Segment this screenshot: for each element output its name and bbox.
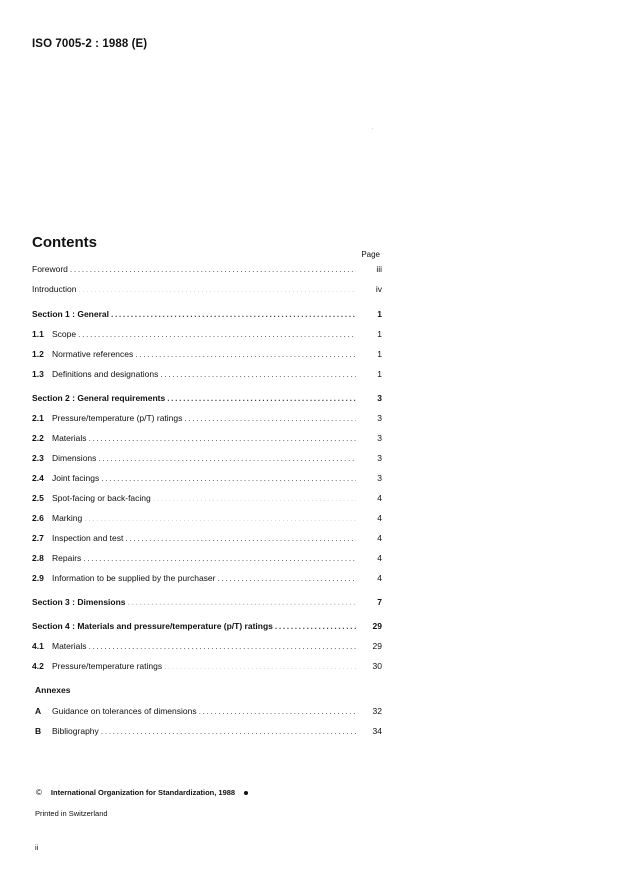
toc-entry-number: 2.2 (32, 433, 44, 443)
leader-dots (111, 308, 356, 320)
leader-dots (78, 283, 356, 295)
leader-dots (167, 392, 356, 404)
leader-dots (78, 328, 356, 340)
toc-entry-2-3[interactable] (32, 452, 382, 464)
toc-entry-foreword[interactable] (32, 263, 382, 275)
toc-entry-2-6[interactable] (32, 512, 382, 524)
toc-entry-title: Normative references (52, 349, 134, 359)
toc-entry-title: Pressure/temperature ratings (52, 661, 163, 671)
toc-entry-1-1[interactable] (32, 328, 382, 340)
toc-entry-2-7[interactable] (32, 532, 382, 544)
toc-annex-letter: B (35, 726, 42, 736)
toc-entry-2-4[interactable] (32, 472, 382, 484)
toc-entry-title: Materials (52, 433, 87, 443)
toc-entry-introduction[interactable] (32, 283, 382, 295)
toc-entry-page: iii (376, 264, 382, 274)
toc-section-4[interactable] (32, 620, 382, 632)
toc-annex-letter: A (35, 706, 42, 716)
toc-entry-number: 2.9 (32, 573, 44, 583)
toc-entry-page: 3 (377, 413, 382, 423)
toc-entry-title: Introduction (32, 284, 77, 294)
toc-entry-4-2[interactable] (32, 660, 382, 672)
leader-dots (128, 596, 356, 608)
toc-entry-number: 1.3 (32, 369, 44, 379)
toc-entry-number: 4.2 (32, 661, 44, 671)
toc-entry-page: 3 (377, 473, 382, 483)
leader-dots (101, 725, 356, 737)
toc-entry-title: Spot-facing or back-facing (52, 493, 151, 503)
toc-entry-2-1[interactable] (32, 412, 382, 424)
copyright-symbol: © (36, 788, 42, 797)
leader-dots (83, 552, 356, 564)
toc-entry-title: Materials (52, 641, 87, 651)
leader-dots (153, 492, 356, 504)
printed-location: Printed in Switzerland (35, 809, 108, 818)
leader-dots (125, 532, 356, 544)
toc-entry-page: 4 (377, 573, 382, 583)
leader-dots (101, 472, 356, 484)
leader-dots (135, 348, 356, 360)
leader-dots (98, 452, 356, 464)
toc-entry-number: 2.4 (32, 473, 44, 483)
document-identifier: ISO 7005-2 : 1988 (E) (32, 38, 148, 50)
toc-entry-page: 7 (377, 597, 382, 607)
toc-entry-title: Inspection and test (52, 533, 124, 543)
toc-section-3[interactable] (32, 596, 382, 608)
toc-entry-title: Scope (52, 329, 77, 339)
toc-entry-1-3[interactable] (32, 368, 382, 380)
bullet-icon (244, 791, 248, 795)
leader-dots (84, 512, 356, 524)
toc-entry-number: 1.2 (32, 349, 44, 359)
toc-entry-title: Section 4 : Materials and pressure/temperature (p/T) ratings (32, 621, 273, 631)
toc-entry-4-1[interactable] (32, 640, 382, 652)
toc-entry-page: 1 (377, 369, 382, 379)
toc-entry-page: 34 (372, 726, 382, 736)
toc-entry-title: Foreword (32, 264, 68, 274)
toc-entry-page: 3 (377, 433, 382, 443)
toc-entry-title: Definitions and designations (52, 369, 159, 379)
toc-entry-1-2[interactable] (32, 348, 382, 360)
leader-dots (275, 620, 356, 632)
toc-entry-page: 4 (377, 533, 382, 543)
toc-entry-number: 4.1 (32, 641, 44, 651)
leader-dots (218, 572, 357, 584)
leader-dots (164, 660, 356, 672)
toc-entry-2-9[interactable] (32, 572, 382, 584)
page-column-label: Page (361, 250, 380, 259)
toc-section-2[interactable] (32, 392, 382, 404)
toc-entry-number: 2.1 (32, 413, 44, 423)
toc-entry-title: Section 1 : General (32, 309, 109, 319)
toc-entry-title: Bibliography (52, 726, 99, 736)
toc-entry-title: Information to be supplied by the purchaser (52, 573, 216, 583)
toc-entry-number: 2.7 (32, 533, 44, 543)
toc-entry-title: Section 2 : General requirements (32, 393, 166, 403)
toc-entry-title: Pressure/temperature (p/T) ratings (52, 413, 183, 423)
toc-entry-2-8[interactable] (32, 552, 382, 564)
copyright-text: International Organization for Standardization, 1988 (50, 788, 236, 797)
toc-section-1[interactable] (32, 308, 382, 320)
toc-entry-number: 2.8 (32, 553, 44, 563)
toc-entry-page: 29 (372, 621, 382, 631)
toc-entry-page: 30 (372, 661, 382, 671)
toc-entry-page: 1 (377, 329, 382, 339)
leader-dots (199, 705, 356, 717)
toc-entry-page: 1 (377, 309, 382, 319)
toc-annex-a[interactable] (32, 705, 382, 717)
toc-entry-page: 4 (377, 513, 382, 523)
toc-entry-page: 3 (377, 453, 382, 463)
leader-dots (70, 263, 356, 275)
toc-entry-2-2[interactable] (32, 432, 382, 444)
contents-title: Contents (32, 234, 97, 251)
copyright-line (36, 788, 248, 797)
toc-entry-title: Marking (52, 513, 83, 523)
toc-entry-page: 29 (372, 641, 382, 651)
page-number: ii (35, 843, 39, 852)
toc-entry-2-5[interactable] (32, 492, 382, 504)
toc-entry-title: Repairs (52, 553, 82, 563)
toc-entry-title: Joint facings (52, 473, 100, 483)
toc-entry-number: 2.6 (32, 513, 44, 523)
leader-dots (88, 640, 356, 652)
leader-dots (184, 412, 356, 424)
toc-entry-page: 4 (377, 493, 382, 503)
toc-entry-page: 32 (372, 706, 382, 716)
toc-annex-b[interactable] (32, 725, 382, 737)
toc-entry-number: 1.1 (32, 329, 44, 339)
toc-entry-number: 2.3 (32, 453, 44, 463)
toc-entry-page: 4 (377, 553, 382, 563)
toc-entry-page: 3 (377, 393, 382, 403)
annexes-heading: Annexes (35, 685, 71, 695)
leader-dots (88, 432, 356, 444)
toc-entry-number: 2.5 (32, 493, 44, 503)
toc-entry-page: iv (375, 284, 382, 294)
toc-entry-title: Section 3 : Dimensions (32, 597, 126, 607)
toc-entry-title: Guidance on tolerances of dimensions (52, 706, 197, 716)
leader-dots (160, 368, 356, 380)
toc-entry-title: Dimensions (52, 453, 97, 463)
scan-speck (372, 128, 373, 129)
toc-entry-page: 1 (377, 349, 382, 359)
